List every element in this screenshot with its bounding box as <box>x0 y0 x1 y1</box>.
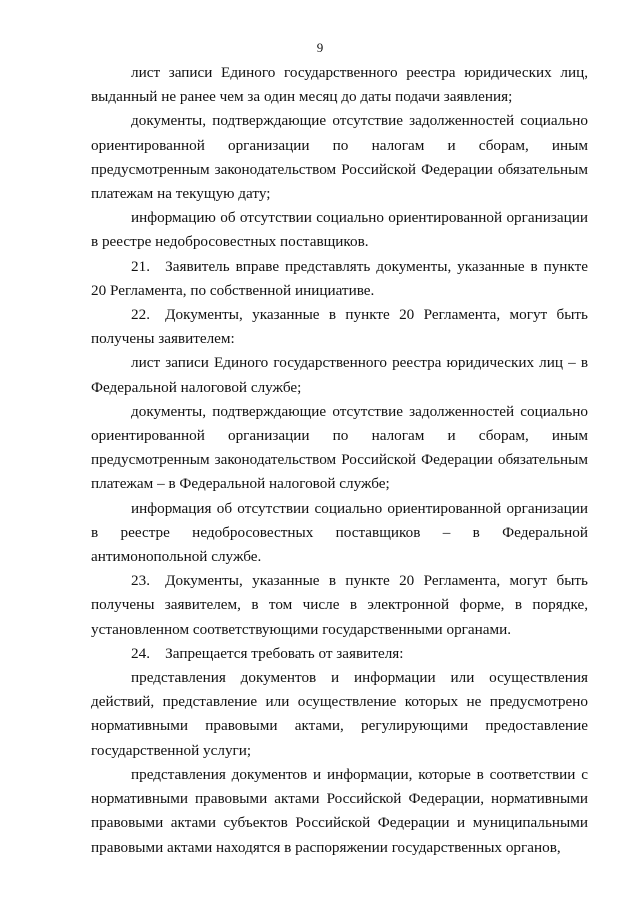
clause-21: 21. Заявитель вправе представлять документы, указанные в пункте 20 Регламента, по собственной инициативе. <box>91 257 588 299</box>
paragraph-no-debt-documents: документы, подтверждающие отсутствие задолженностей социально ориентированной организации по налогам и сборам, иным предусмотренным законодательством Российской Федерации обязательным платежам на текущую дату; <box>91 112 588 203</box>
document-body <box>91 61 588 860</box>
clause-23: 23. Документы, указанные в пункте 20 Регламента, могут быть получены заявителем, в том числе в электронной форме, в порядке, установленном соответствующими государственными органами. <box>91 572 588 638</box>
page-number: 9 <box>316 40 324 55</box>
paragraph-antimonopoly-service: информация об отсутствии социально ориентированной организации в реестре недобросовестных поставщиков – в Федеральной антимонопольной службе. <box>91 499 588 566</box>
paragraph-prohibited-information: представления документов и информации, которые в соответствии с нормативными правовыми актами Российской Федерации, нормативными правовыми актами субъектов Российской Федерации и муниципальными правовыми актами находятся в распоряжении государственных органов, <box>91 765 588 856</box>
paragraph-record-tax-service: лист записи Единого государственного реестра юридических лиц – в Федеральной налоговой службе; <box>91 354 588 396</box>
paragraph-unfair-suppliers-info: информацию об отсутствии социально ориентированной организации в реестре недобросовестных поставщиков. <box>91 209 588 251</box>
paragraph-extract-record: лист записи Единого государственного реестра юридических лиц, выданный не ранее чем за один месяц до даты подачи заявления; <box>91 64 588 106</box>
paragraph-prohibited-documents: представления документов и информации или осуществления действий, представление или осуществление которых не предусмотрено нормативными правовыми актами, регулирующими предоставление государственной услуги; <box>91 669 588 759</box>
clause-22: 22. Документы, указанные в пункте 20 Регламента, могут быть получены заявителем: <box>91 306 588 348</box>
clause-24: 24. Запрещается требовать от заявителя: <box>131 644 404 662</box>
paragraph-no-debt-tax-service: документы, подтверждающие отсутствие задолженностей социально ориентированной организации по налогам и сборам, иным предусмотренным законодательством Российской Федерации обязательным платежам – в Федеральной налоговой службе; <box>91 402 588 493</box>
